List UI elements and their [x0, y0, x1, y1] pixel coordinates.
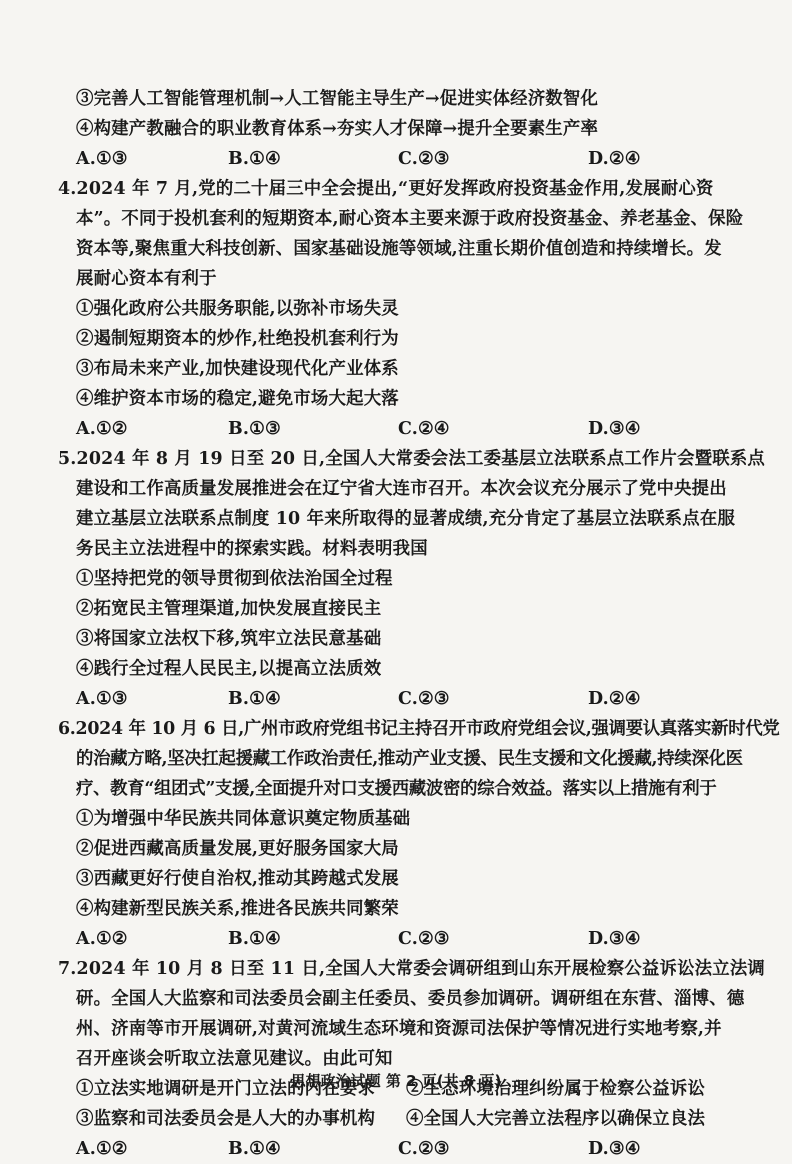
- option-line: ④全国人大完善立法程序以确保立良法: [406, 1109, 706, 1129]
- option-line: ④构建新型民族关系,推进各民族共同繁荣: [76, 899, 399, 919]
- choice-c: C.②③: [398, 929, 450, 949]
- option-line: ②生态环境治理纠纷属于检察公益诉讼: [406, 1079, 706, 1099]
- option-line: ③完善人工智能管理机制→人工智能主导生产→促进实体经济数智化: [76, 89, 599, 109]
- option-line: ④维护资本市场的稳定,避免市场大起大落: [76, 389, 399, 409]
- choice-d: D.②④: [588, 689, 641, 709]
- question-5-stem: 建设和工作高质量发展推进会在辽宁省大连市召开。本次会议充分展示了党中央提出: [76, 479, 727, 499]
- page-content: [58, 84, 780, 1164]
- question-6-stem: 疗、教育“组团式”支援,全面提升对口支援西藏波密的综合效益。落实以上措施有利于: [76, 779, 717, 799]
- question-5-stem: 建立基层立法联系点制度 10 年来所取得的显著成绩,充分肯定了基层立法联系点在服: [76, 509, 736, 529]
- question-6-stem: 6.2024 年 10 月 6 日,广州市政府党组书记主持召开市政府党组会议,强调要认真落实新时代党: [58, 719, 780, 739]
- answer-choices: [58, 924, 758, 954]
- option-line: ①为增强中华民族共同体意识奠定物质基础: [76, 809, 411, 829]
- answer-choices: [58, 1134, 758, 1164]
- question-4-stem: 展耐心资本有利于: [76, 269, 217, 289]
- choice-a: A.①②: [76, 1139, 128, 1159]
- choice-c: C.②④: [398, 419, 450, 439]
- question-4-stem: 本”。不同于投机套利的短期资本,耐心资本主要来源于政府投资基金、养老基金、保险: [76, 209, 744, 229]
- choice-b: B.①③: [228, 419, 281, 439]
- choice-a: A.①②: [76, 419, 128, 439]
- option-line: ④践行全过程人民民主,以提高立法质效: [76, 659, 382, 679]
- choice-d: D.②④: [588, 149, 641, 169]
- option-line: ③监察和司法委员会是人大的办事机构: [76, 1109, 376, 1129]
- option-line: ③将国家立法权下移,筑牢立法民意基础: [76, 629, 382, 649]
- option-line: ①坚持把党的领导贯彻到依法治国全过程: [76, 569, 393, 589]
- option-line: ②遏制短期资本的炒作,杜绝投机套利行为: [76, 329, 399, 349]
- option-row: [58, 1104, 758, 1134]
- question-5-stem: 5.2024 年 8 月 19 日至 20 日,全国人大常委会法工委基层立法联系点工作片会暨联系点: [58, 449, 766, 469]
- choice-d: D.③④: [588, 419, 641, 439]
- option-line: ③布局未来产业,加快建设现代化产业体系: [76, 359, 399, 379]
- option-line: ③西藏更好行使自治权,推动其跨越式发展: [76, 869, 399, 889]
- choice-a: A.①③: [76, 689, 128, 709]
- option-line: ①强化政府公共服务职能,以弥补市场失灵: [76, 299, 399, 319]
- page-footer: 思想政治试题 第 2 页(共 8 页): [290, 1072, 502, 1090]
- question-7-stem: 研。全国人大监察和司法委员会副主任委员、委员参加调研。调研组在东营、淄博、德: [76, 989, 745, 1009]
- question-5-stem: 务民主立法进程中的探索实践。材料表明我国: [76, 539, 428, 559]
- answer-choices: [58, 414, 758, 444]
- option-line: ②拓宽民主管理渠道,加快发展直接民主: [76, 599, 382, 619]
- choice-c: C.②③: [398, 689, 450, 709]
- option-line: ①立法实地调研是开门立法的内在要求: [76, 1079, 376, 1099]
- choice-a: A.①③: [76, 149, 128, 169]
- question-7-stem: 召开座谈会听取立法意见建议。由此可知: [76, 1049, 393, 1069]
- question-4-stem: 4.2024 年 7 月,党的二十届三中全会提出,“更好发挥政府投资基金作用,发展耐心资: [58, 179, 714, 199]
- choice-b: B.①④: [228, 689, 281, 709]
- answer-choices: [58, 144, 758, 174]
- question-7-stem: 7.2024 年 10 月 8 日至 11 日,全国人大常委会调研组到山东开展检察公益诉讼法立法调: [58, 959, 766, 979]
- choice-d: D.③④: [588, 1139, 641, 1159]
- option-line: ④构建产教融合的职业教育体系→夯实人才保障→提升全要素生产率: [76, 119, 599, 139]
- choice-b: B.①④: [228, 929, 281, 949]
- choice-a: A.①②: [76, 929, 128, 949]
- choice-b: B.①④: [228, 1139, 281, 1159]
- question-7-stem: 州、济南等市开展调研,对黄河流域生态环境和资源司法保护等情况进行实地考察,并: [76, 1019, 722, 1039]
- choice-d: D.③④: [588, 929, 641, 949]
- answer-choices: [58, 684, 758, 714]
- option-line: ②促进西藏高质量发展,更好服务国家大局: [76, 839, 399, 859]
- choice-c: C.②③: [398, 1139, 450, 1159]
- question-4-stem: 资本等,聚焦重大科技创新、国家基础设施等领域,注重长期价值创造和持续增长。发: [76, 239, 722, 259]
- choice-b: B.①④: [228, 149, 281, 169]
- choice-c: C.②③: [398, 149, 450, 169]
- question-6-stem: 的治藏方略,坚决扛起援藏工作政治责任,推动产业支援、民生支援和文化援藏,持续深化医: [76, 749, 743, 769]
